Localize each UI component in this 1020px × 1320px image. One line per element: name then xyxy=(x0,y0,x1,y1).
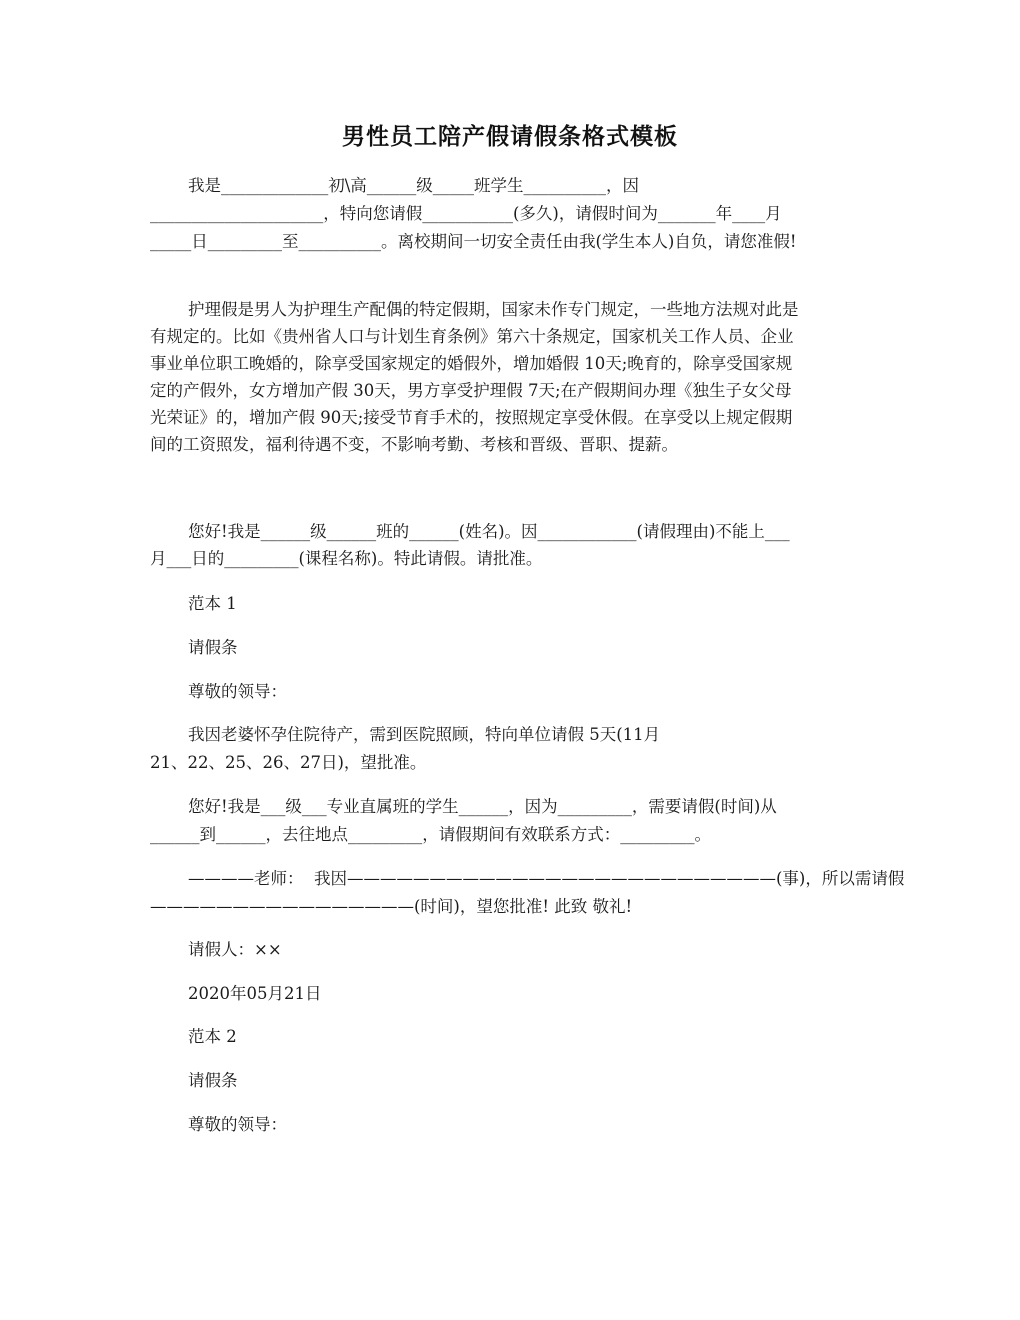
applicant-line: 请假人：×× xyxy=(188,940,282,959)
form-line: _____日_________至__________。离校期间一切安全责任由我(学生本人)自负，请您准假! xyxy=(150,232,797,251)
sample-label: 范本 1 xyxy=(188,594,237,613)
form-line: ______到______，去往地点_________，请假期间有效联系方式：_________。 xyxy=(150,825,711,844)
greeting: 尊敬的领导： xyxy=(188,682,287,701)
paragraph-line: 间的工资照发，福利待遇不变，不影响考勤、考核和晋级、晋职、提薪。 xyxy=(150,435,678,454)
greeting: 尊敬的领导： xyxy=(188,1115,287,1134)
body-line: 21、22、25、26、27日)，望批准。 xyxy=(150,753,427,772)
date-line: 2020年05月21日 xyxy=(188,984,322,1003)
form-line: _____________________，特向您请假___________(多久)，请假时间为_______年____月 xyxy=(150,204,782,223)
form-line: 我是_____________初\高______级_____班学生__________，因 xyxy=(188,176,640,195)
form-line: 您好!我是___级___专业直属班的学生______，因为_________，需要请假(时间)从 xyxy=(188,797,777,816)
form-line: 月___日的_________(课程名称)。特此请假。请批准。 xyxy=(150,549,543,568)
form-line: ————————————————(时间)，望您批准! 此致 敬礼! xyxy=(150,897,633,916)
sample-heading: 请假条 xyxy=(188,638,238,657)
paragraph-line: 事业单位职工晚婚的，除享受国家规定的婚假外，增加婚假 10天;晚育的，除享受国家规 xyxy=(150,354,793,373)
sample-label: 范本 2 xyxy=(188,1027,237,1046)
form-line: 您好!我是______级______班的______(姓名)。因____________(请假理由)不能上___ xyxy=(188,522,790,541)
paragraph-line: 光荣证》的，增加产假 90天;接受节育手术的，按照规定享受休假。在享受以上规定假期 xyxy=(150,408,793,427)
paragraph-line: 护理假是男人为护理生产配偶的特定假期，国家未作专门规定，一些地方法规对此是 xyxy=(188,300,799,319)
paragraph-line: 有规定的。比如《贵州省人口与计划生育条例》第六十条规定，国家机关工作人员、企业 xyxy=(150,327,794,346)
body-line: 我因老婆怀孕住院待产，需到医院照顾，特向单位请假 5天(11月 xyxy=(188,725,661,744)
paragraph-line: 定的产假外，女方增加产假 30天，男方享受护理假 7天;在产假期间办理《独生子女父母 xyxy=(150,381,792,400)
form-line: ————老师： 我因——————————————————————————(事)，所以需请假 xyxy=(188,869,905,888)
sample-heading: 请假条 xyxy=(188,1071,238,1090)
page-title: 男性员工陪产假请假条格式模板 xyxy=(342,123,678,150)
